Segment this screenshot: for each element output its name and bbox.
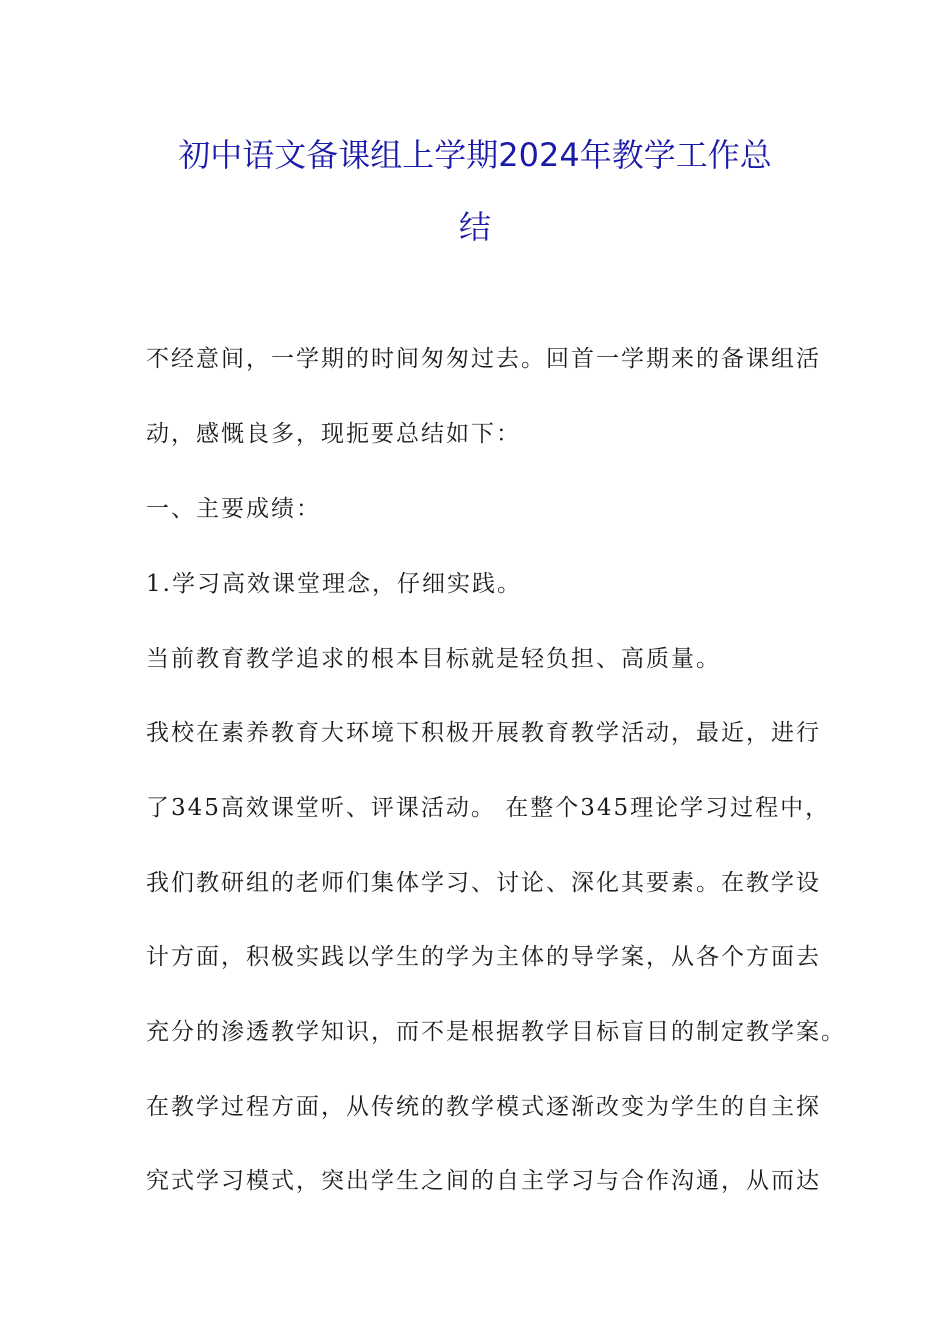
paragraph-line: 我校在素养教育大环境下积极开展教育教学活动，最近，进行	[146, 720, 821, 746]
subsection-heading: 1.学习高效课堂理念，仔细实践。	[146, 571, 522, 597]
paragraph-line: 当前教育教学追求的根本目标就是轻负担、高质量。	[146, 646, 721, 672]
paragraph-line: 在教学过程方面，从传统的教学模式逐渐改变为学生的自主探	[146, 1094, 821, 1120]
paragraph-line: 不经意间，一学期的时间匆匆过去。回首一学期来的备课组活	[146, 346, 821, 372]
document-title-line-1: 初中语文备课组上学期2024年教学工作总	[178, 136, 772, 174]
paragraph-line: 计方面，积极实践以学生的学为主体的导学案，从各个方面去	[146, 944, 821, 970]
document-title-line-2: 结	[458, 208, 491, 246]
paragraph-line: 我们教研组的老师们集体学习、讨论、深化其要素。在教学设	[146, 870, 821, 896]
paragraph-line: 充分的渗透教学知识，而不是根据教学目标盲目的制定教学案。	[146, 1019, 846, 1045]
paragraph-line: 究式学习模式，突出学生之间的自主学习与合作沟通，从而达	[146, 1168, 821, 1194]
section-heading: 一、主要成绩：	[146, 496, 321, 522]
paragraph-line: 了345高效课堂听、评课活动。 在整个345理论学习过程中，	[146, 795, 831, 821]
paragraph-line: 动，感慨良多，现扼要总结如下：	[146, 421, 521, 447]
